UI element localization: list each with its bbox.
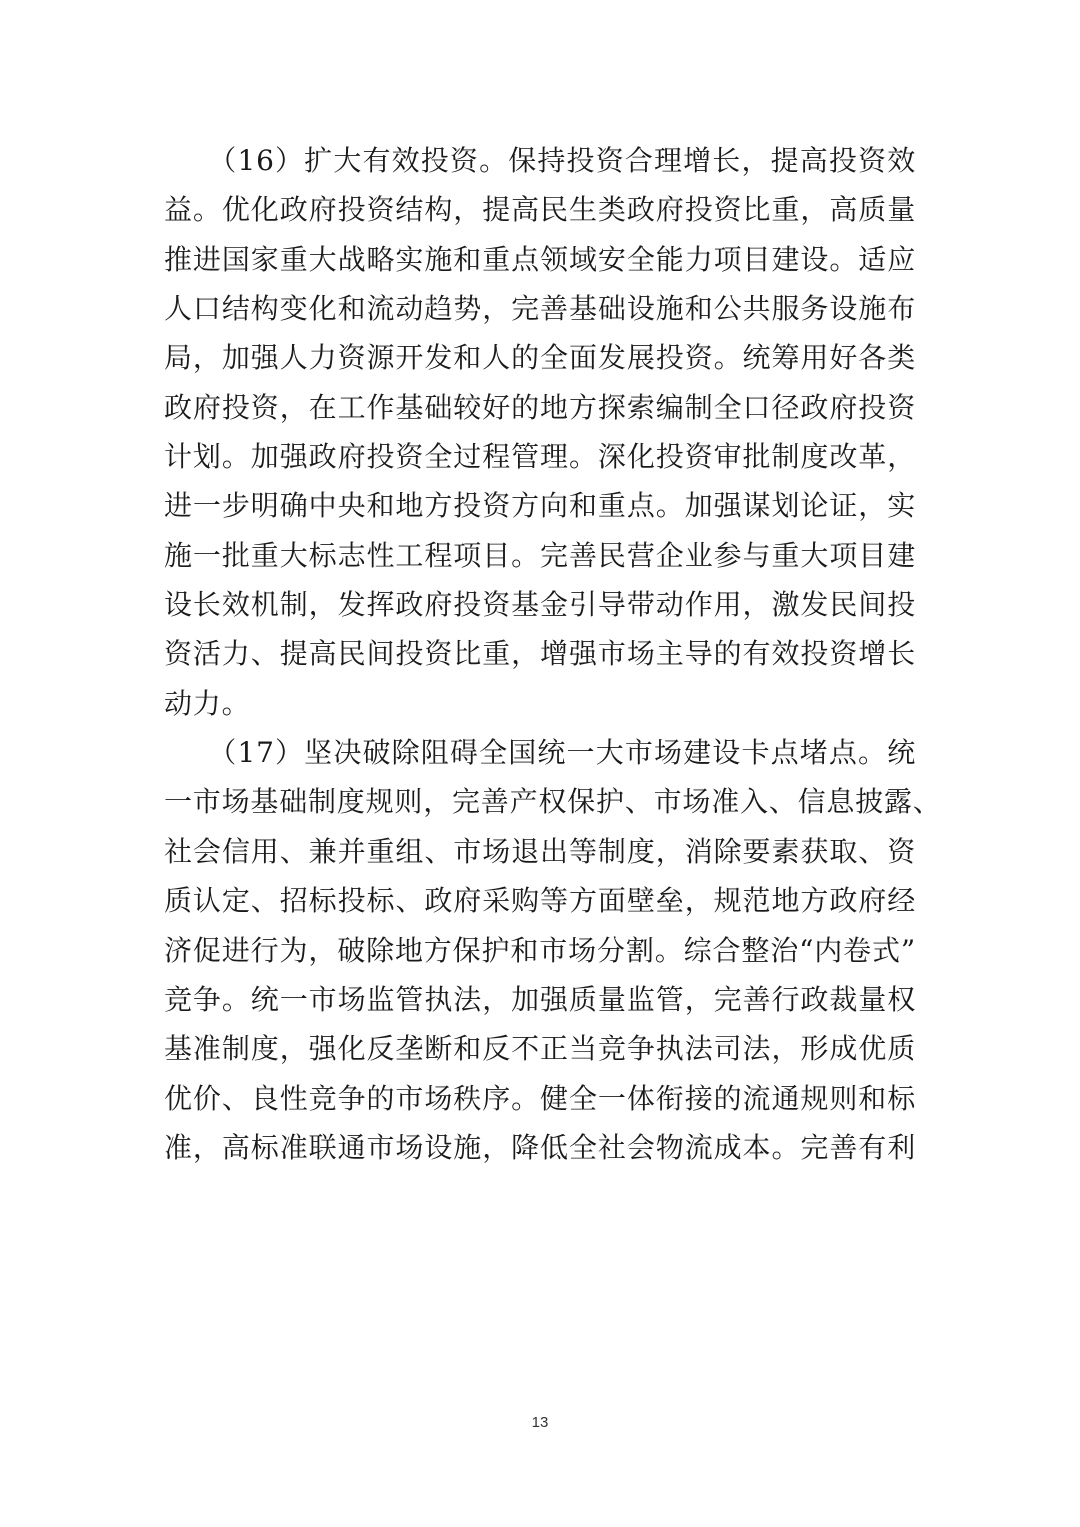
text-line: （17）坚决破除阻碍全国统一大市场建设卡点堵点。统	[164, 736, 916, 770]
text-line: 推进国家重大战略实施和重点领域安全能力项目建设。适应	[164, 242, 916, 276]
text-line: 设长效机制，发挥政府投资基金引导带动作用，激发民间投	[164, 588, 916, 622]
text-line: 济促进行为，破除地方保护和市场分割。综合整治“内卷式”	[164, 933, 916, 967]
text-line: 计划。加强政府投资全过程管理。深化投资审批制度改革，	[164, 440, 916, 474]
text-line: 竞争。统一市场监管执法，加强质量监管，完善行政裁量权	[164, 982, 916, 1016]
paragraph-16	[164, 136, 916, 728]
text-line: 一市场基础制度规则，完善产权保护、市场准入、信息披露、	[164, 785, 942, 819]
text-line: 施一批重大标志性工程项目。完善民营企业参与重大项目建	[164, 538, 916, 572]
text-line: 社会信用、兼并重组、市场退出等制度，消除要素获取、资	[164, 834, 916, 868]
text-line: 进一步明确中央和地方投资方向和重点。加强谋划论证，实	[164, 489, 916, 523]
text-line: 人口结构变化和流动趋势，完善基础设施和公共服务设施布	[164, 292, 916, 326]
page-number: 13	[531, 1414, 549, 1431]
text-line: 基准制度，强化反垄断和反不正当竞争执法司法，形成优质	[164, 1032, 916, 1066]
text-line: （16）扩大有效投资。保持投资合理增长，提高投资效	[164, 144, 916, 177]
text-line: 政府投资，在工作基础较好的地方探索编制全口径政府投资	[164, 390, 916, 424]
paragraph-17	[164, 728, 942, 1172]
text-line: 质认定、招标投标、政府采购等方面壁垒，规范地方政府经	[164, 884, 916, 918]
text-line: 优价、良性竞争的市场秩序。健全一体衔接的流通规则和标	[164, 1081, 916, 1115]
document-body	[164, 136, 942, 1172]
text-line: 准，高标准联通市场设施，降低全社会物流成本。完善有利	[164, 1130, 916, 1164]
text-line: 局，加强人力资源开发和人的全面发展投资。统筹用好各类	[164, 341, 916, 375]
text-line: 益。优化政府投资结构，提高民生类政府投资比重，高质量	[164, 193, 916, 227]
text-line: 动力。	[164, 686, 251, 720]
text-line: 资活力、提高民间投资比重，增强市场主导的有效投资增长	[164, 637, 916, 671]
